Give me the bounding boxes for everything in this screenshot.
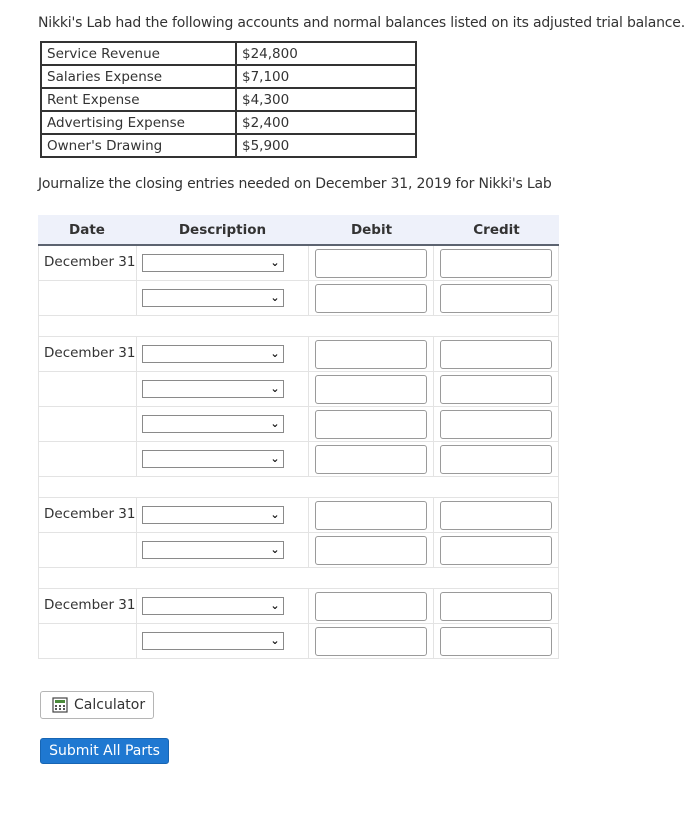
account-select[interactable] [142,380,284,398]
chevron-down-icon: ⌄ [270,382,280,395]
account-name: Salaries Expense [41,65,236,88]
chevron-down-icon: ⌄ [270,599,280,612]
description-cell [137,372,309,406]
calculator-button[interactable] [40,691,154,719]
table-row [41,65,416,88]
credit-input[interactable] [440,627,552,656]
credit-input[interactable] [440,501,552,530]
debit-cell [309,442,434,476]
journal-row [38,246,559,281]
calculator-label: Calculator [74,697,146,713]
account-balance: $2,400 [236,111,416,134]
chevron-down-icon: ⌄ [270,543,280,556]
debit-input[interactable] [315,375,427,404]
journal-header-row [38,215,559,246]
journal-row [38,589,559,624]
credit-input[interactable] [440,340,552,369]
description-cell [137,281,309,315]
journal-row [38,442,559,477]
credit-input[interactable] [440,536,552,565]
chevron-down-icon: ⌄ [270,417,280,430]
account-balance: $24,800 [236,42,416,65]
account-select[interactable] [142,415,284,433]
credit-cell [434,337,559,371]
account-select[interactable] [142,632,284,650]
instruction-text: Journalize the closing entries needed on December 31, 2019 for Nikki's Lab [38,176,552,192]
debit-input[interactable] [315,536,427,565]
entry-date-empty [39,372,137,406]
journal-body [38,246,559,659]
journal-entry-table [38,215,559,659]
chevron-down-icon: ⌄ [270,634,280,647]
entry-date: December 31 [39,337,137,371]
account-select[interactable] [142,506,284,524]
credit-cell [434,442,559,476]
entry-date-empty [39,624,137,658]
account-select[interactable] [142,597,284,615]
debit-cell [309,246,434,280]
description-cell [137,337,309,371]
credit-input[interactable] [440,375,552,404]
entry-separator [38,568,559,589]
debit-cell [309,589,434,623]
credit-cell [434,624,559,658]
entry-date-empty [39,533,137,567]
table-row [41,42,416,65]
debit-column-header: Debit [350,221,393,238]
chevron-down-icon: ⌄ [270,291,280,304]
debit-cell [309,624,434,658]
credit-cell [434,246,559,280]
entry-date: December 31 [39,498,137,532]
credit-cell [434,407,559,441]
entry-date-empty [39,407,137,441]
problem-intro: Nikki's Lab had the following accounts and normal balances listed on its adjusted trial balance. [38,15,685,31]
credit-input[interactable] [440,249,552,278]
debit-input[interactable] [315,249,427,278]
entry-separator [38,316,559,337]
debit-cell [309,337,434,371]
account-select[interactable] [142,450,284,468]
debit-input[interactable] [315,445,427,474]
table-row [41,111,416,134]
account-name: Service Revenue [41,42,236,65]
account-balance: $5,900 [236,134,416,157]
description-cell [137,246,309,280]
chevron-down-icon: ⌄ [270,452,280,465]
credit-cell [434,533,559,567]
account-balance: $4,300 [236,88,416,111]
account-select[interactable] [142,289,284,307]
description-cell [137,442,309,476]
description-column-header: Description [178,221,267,238]
entry-date-empty [39,442,137,476]
description-cell [137,624,309,658]
debit-cell [309,372,434,406]
description-cell [137,498,309,532]
chevron-down-icon: ⌄ [270,508,280,521]
description-cell [137,407,309,441]
credit-input[interactable] [440,592,552,621]
table-row [41,134,416,157]
table-row [41,88,416,111]
account-select[interactable] [142,254,284,272]
submit-all-parts-button[interactable]: Submit All Parts [40,738,169,764]
account-select[interactable] [142,345,284,363]
debit-input[interactable] [315,284,427,313]
credit-cell [434,281,559,315]
account-balance: $7,100 [236,65,416,88]
journal-row [38,624,559,659]
debit-input[interactable] [315,592,427,621]
journal-row [38,337,559,372]
journal-row [38,533,559,568]
account-name: Owner's Drawing [41,134,236,157]
account-select[interactable] [142,541,284,559]
debit-input[interactable] [315,340,427,369]
debit-cell [309,407,434,441]
debit-input[interactable] [315,410,427,439]
credit-cell [434,372,559,406]
journal-row [38,281,559,316]
account-name: Rent Expense [41,88,236,111]
calculator-icon [52,697,68,713]
credit-input[interactable] [440,445,552,474]
entry-separator [38,477,559,498]
journal-row [38,498,559,533]
description-cell [137,533,309,567]
credit-input[interactable] [440,284,552,313]
debit-cell [309,498,434,532]
description-cell [137,589,309,623]
debit-input[interactable] [315,627,427,656]
debit-input[interactable] [315,501,427,530]
chevron-down-icon: ⌄ [270,347,280,360]
debit-cell [309,533,434,567]
journal-row [38,372,559,407]
entry-date: December 31 [39,246,137,280]
entry-date-empty [39,281,137,315]
credit-input[interactable] [440,410,552,439]
entry-date: December 31 [39,589,137,623]
date-column-header: Date [69,221,105,238]
credit-column-header: Credit [473,221,520,238]
journal-row [38,407,559,442]
trial-balance-table [40,41,417,158]
credit-cell [434,589,559,623]
account-name: Advertising Expense [41,111,236,134]
debit-cell [309,281,434,315]
credit-cell [434,498,559,532]
chevron-down-icon: ⌄ [270,256,280,269]
